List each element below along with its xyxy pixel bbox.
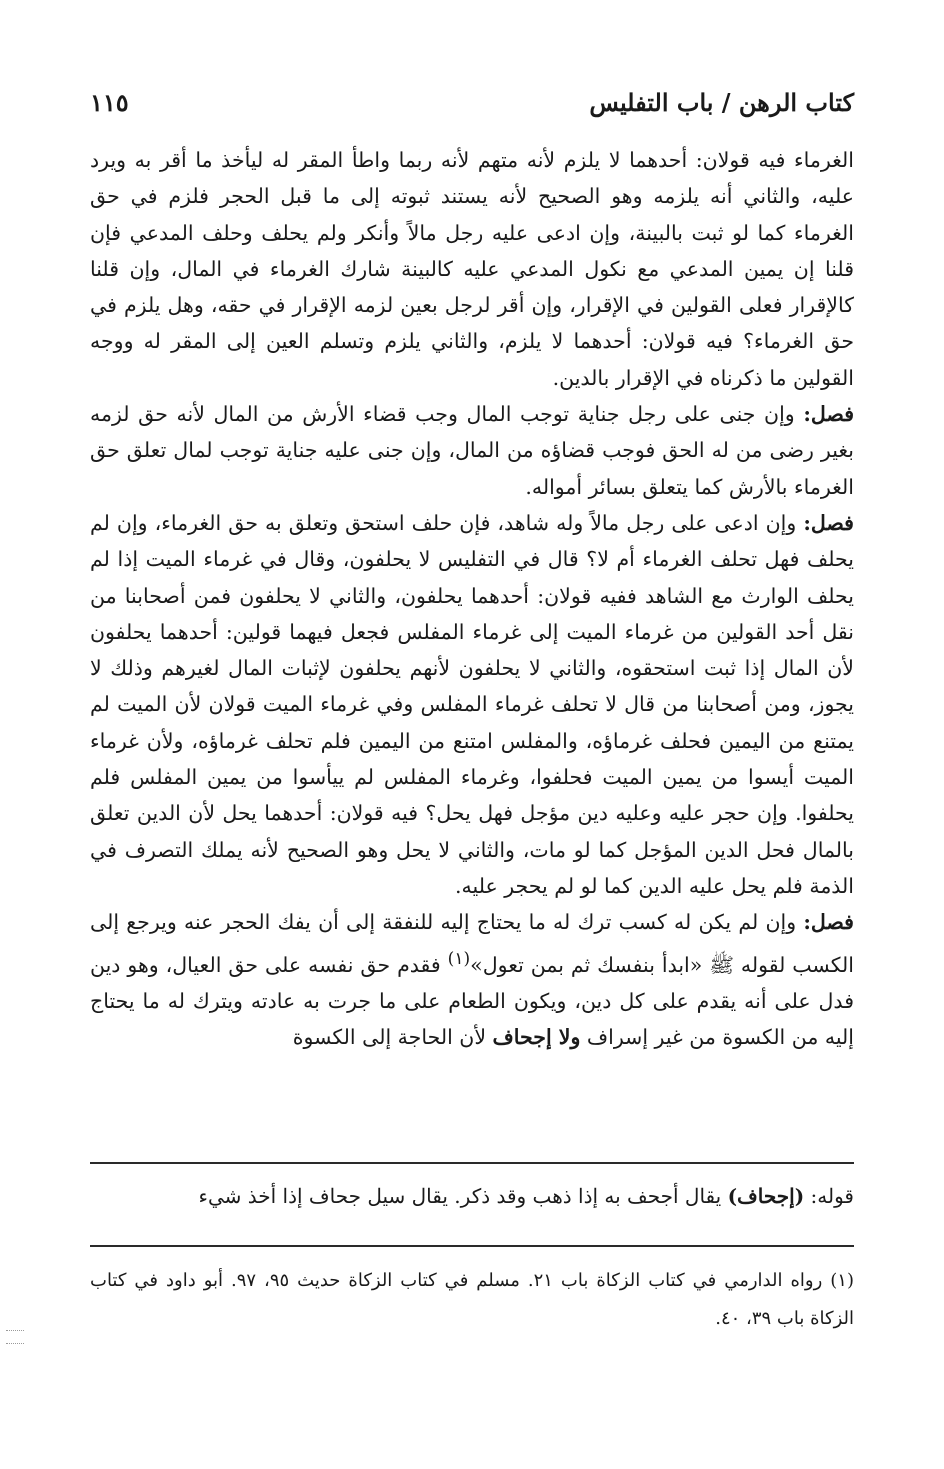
footnote-text: رواه الدارمي في كتاب الزكاة باب ٢١. مسلم في كتاب الزكاة حديث ٩٥، ٩٧. أبو داود في كتاب الزكاة باب ٣٩، ٤٠. bbox=[90, 1270, 854, 1329]
footnote-divider bbox=[90, 1245, 854, 1247]
bold-phrase: ولا إجحاف bbox=[492, 1024, 581, 1049]
paragraph-text: الغرماء فيه قولان: أحدهما لا يلزم لأنه متهم لأنه ربما واطأ المقر له ليأخذ ما أقر به ويرد عليه، والثاني أنه يلزمه وهو الصحيح لأنه يستند ثبوته إلى ما قبل الحجر فلزم في حق الغرماء كما لو ثبت بالبينة، وإن ادعى عليه رجل مالاً وأنكر ولم يحلف وحلف المدعي فإن قلنا إن يمين المدعي مع نكول المدعي عليه كالبينة شارك الغرماء في المال، وإن قلنا كالإقرار فعلى القولين في الإقرار، وإن أقر لرجل بعين لزمه الإقرار في حقه، وهل يلزم في حق الغرماء؟ فيه قولان: أحدهما لا يلزم، والثاني يلزم وتسلم العين إلى المقر له ووجه القولين ما ذكرناه في الإقرار بالدين. bbox=[90, 148, 854, 390]
gloss-note bbox=[90, 1180, 854, 1212]
footnote-1 bbox=[90, 1262, 854, 1338]
margin-dotted-mark bbox=[6, 1343, 24, 1344]
footnote-number: (١) bbox=[830, 1270, 854, 1291]
paragraph-text: وإن ادعى على رجل مالاً وله شاهد، فإن حلف استحق وتعلق به حق الغرماء، وإن لم يحلف فهل تحلف الغرماء أم لا؟ قال في التفليس لا يحلفون، وقال في غرماء الميت إذا لم يحلف الوارث مع الشاهد ففيه قولان: أحدهما يحلفون، والثاني لا يحلفون فمن أصحابنا من نقل أحد القولين من غرماء الميت إلى غرماء المفلس فجعل فيهما قولين: أحدهما يحلفون لأن المال إذا ثبت استحقوه، والثاني لا يحلفون لأنهم يحلفون لإثبات المال لغيرهم وذلك لا يجوز، ومن أصحابنا من قال لا تحلف غرماء المفلس وفي غرماء الميت قولان لأن الميت لم يمتنع من اليمين فحلف غرماؤه، والمفلس امتنع من اليمين فلم تحلف غرماؤه، ولأن غرماء الميت أيسوا من يمين الميت فحلفوا، وغرماء المفلس لم ييأسوا من يمين المفلس فلم يحلفوا. وإن حجر عليه وعليه دين مؤجل فهل يحل؟ فيه قولان: أحدهما يحل لأن الدين تعلق بالمال فحل الدين المؤجل كما لو مات، والثاني لا يحل وهو الصحيح لأنه يملك التصرف في الذمة فلم يحل عليه الدين كما لو لم يحجر عليه. bbox=[90, 510, 854, 898]
margin-dotted-mark bbox=[6, 1330, 24, 1331]
main-text bbox=[90, 142, 854, 1055]
paragraph-1 bbox=[90, 142, 854, 396]
section-label: فصل: bbox=[803, 510, 854, 535]
paragraph-3 bbox=[90, 505, 854, 904]
section-label: فصل: bbox=[803, 402, 854, 427]
gloss-prefix: قوله: bbox=[804, 1184, 854, 1208]
page-number: ١١٥ bbox=[90, 88, 129, 117]
page-header bbox=[90, 88, 854, 128]
gloss-term: (إجحاف) bbox=[727, 1184, 805, 1208]
gloss-text: يقال أجحف به إذا ذهب وقد ذكر. يقال سيل جحاف إذا أخذ شيء bbox=[198, 1184, 728, 1208]
running-head: كتاب الرهن / باب التفليس bbox=[589, 88, 854, 117]
paragraph-text: وإن لم يكن له كسب ترك له ما يحتاج إليه للنفقة إلى أن يفك الحجر عنه ويرجع إلى الكسب لقوله ﷺ «ابدأ بنفسك ثم بمن تعول» bbox=[90, 910, 854, 977]
footnote-reference: (١) bbox=[447, 948, 471, 969]
gloss-divider bbox=[90, 1162, 854, 1164]
paragraph-4 bbox=[90, 904, 854, 1055]
paragraph-text: فقدم حق نفسه على حق العيال، وهو دين فدل على أنه يقدم على كل دين، ويكون الطعام على ما جرت به عادته ويترك له ما يحتاج إليه من الكسوة من غير إسراف bbox=[90, 952, 854, 1049]
paragraph-text: لأن الحاجة إلى الكسوة bbox=[292, 1024, 493, 1049]
paragraph-2 bbox=[90, 396, 854, 505]
paragraph-text: وإن جنى على رجل جناية توجب المال وجب قضاء الأرش من المال لأنه حق لزمه بغير رضى من له الحق فوجب قضاؤه من المال، وإن جنى عليه جناية توجب لمال تعلق حق الغرماء بالأرش كما يتعلق بسائر أمواله. bbox=[90, 402, 854, 499]
section-label: فصل: bbox=[803, 910, 854, 935]
